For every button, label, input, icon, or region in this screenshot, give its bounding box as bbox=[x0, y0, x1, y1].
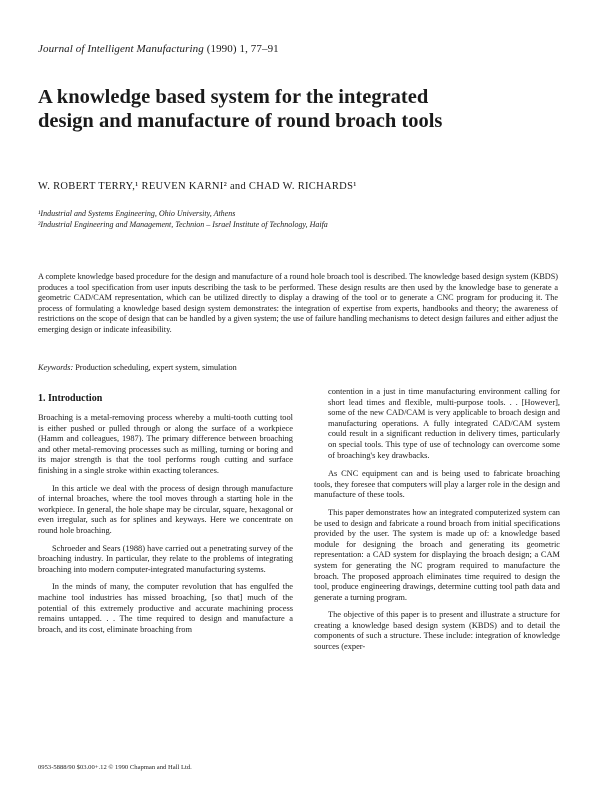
affiliations bbox=[38, 208, 458, 230]
section-heading: 1. Introduction bbox=[38, 393, 103, 404]
keywords bbox=[38, 363, 558, 372]
block-quote: In the minds of many, the computer revolution that has engulfed the machine tool industries has missed broaching, [so that] much of the potential of this extremely productive and accurate machining process remains untapped. . . The time required to design and manufacture a broach, and its cost, eliminate broaching from bbox=[38, 582, 293, 634]
journal-name: Journal of Intelligent Manufacturing bbox=[38, 43, 204, 55]
journal-citation: (1990) 1, 77–91 bbox=[206, 43, 279, 55]
left-column bbox=[38, 413, 293, 642]
paper-title: A knowledge based system for the integrated design and manufacture of round broach tools bbox=[38, 86, 443, 132]
paragraph: This paper demonstrates how an integrated computerized system can be used to design and fabricate a round broach from initial specifications provided by the user. The system is made up of: a knowledge based module for designing the broach and generating its geometric representation: a CAD system for displaying the broach design; a CAM system for generating the NC program required to manufacture the broach. The proposed approach eliminates time required to design the tool, produce engineering drawings, determine cutting tool path data and generate a turning program. bbox=[314, 507, 560, 602]
paragraph: In this article we deal with the process of design through manufacture of internal broaches, where the tool moves through a starting hole in the workpiece. In general, the hole shape may be circular, square, hexagonal or even irregular, such as for splines and keyways. Here we concentrate on round hole broaching. bbox=[38, 483, 293, 535]
copyright-footer: 0953-5888/90 $03.00+.12 © 1990 Chapman and Hall Ltd. bbox=[38, 764, 192, 771]
affiliation-2: ²Industrial Engineering and Management, Technion – Israel Institute of Technology, Haifa bbox=[38, 220, 328, 229]
keywords-label: Keywords: bbox=[38, 363, 74, 372]
paragraph: As CNC equipment can and is being used to fabricate broaching tools, they foresee that computers will play a larger role in the design and manufacture of these tools. bbox=[314, 469, 560, 500]
affiliation-1: ¹Industrial and Systems Engineering, Ohio University, Athens bbox=[38, 209, 236, 218]
journal-header bbox=[38, 43, 279, 55]
authors: W. ROBERT TERRY,¹ REUVEN KARNI² and CHAD W. RICHARDS¹ bbox=[38, 181, 357, 192]
right-column bbox=[314, 387, 560, 660]
keywords-text: Production scheduling, expert system, simulation bbox=[75, 363, 237, 372]
abstract: A complete knowledge based procedure for the design and manufacture of a round hole broach tool is described. The knowledge based design system (KBDS) produces a tool specification from user inputs describing the task to be performed. These design results are then used by the knowledge base to generate a geometric CAD/CAM representation, which can be utilized directly to display a drawing of the tool or to generate a CNC program for producing it. The process of formulating a knowledge based design system demonstrates: the integration of expertise from experts, handbooks and theory; the awareness of restrictions on the scope of design that can be handled by a given system; the use of failure handling mechanisms to detect design failures and either adjust the emerging design or indicate infeasibility. bbox=[38, 272, 558, 334]
block-quote-continuation: contention in a just in time manufacturing environment calling for short lead times and flexible, multi-purpose tools. . . [However], some of the new CAD/CAM is very applicable to broach design and manufacturing operations. A fully integrated CAD/CAM system could result in a significant reduction in delivery times, particularly on special tools. This type of use of technology can overcome some of broaching's key drawbacks. bbox=[328, 387, 560, 460]
paragraph: The objective of this paper is to present and illustrate a structure for creating a knowledge based design system (KBDS) and to detail the components of such a structure. These include: integration of knowledge sources (exper- bbox=[314, 610, 560, 652]
paragraph: Broaching is a metal-removing process whereby a multi-tooth cutting tool is either pushed or pulled through or along the surface of a workpiece (Hamm and colleagues, 1987). The primary difference between broaching and other metal-removing processes such as milling, turning or boring and its major strength is that the tool performs rough cutting and surface finishing in a single stroke within exacting tolerances. bbox=[38, 413, 293, 475]
paragraph: Schroeder and Sears (1988) have carried out a penetrating survey of the broaching industry. In particular, they relate to the problems of integrating broaching into modern computer-integrated manufacturing systems. bbox=[38, 543, 293, 574]
